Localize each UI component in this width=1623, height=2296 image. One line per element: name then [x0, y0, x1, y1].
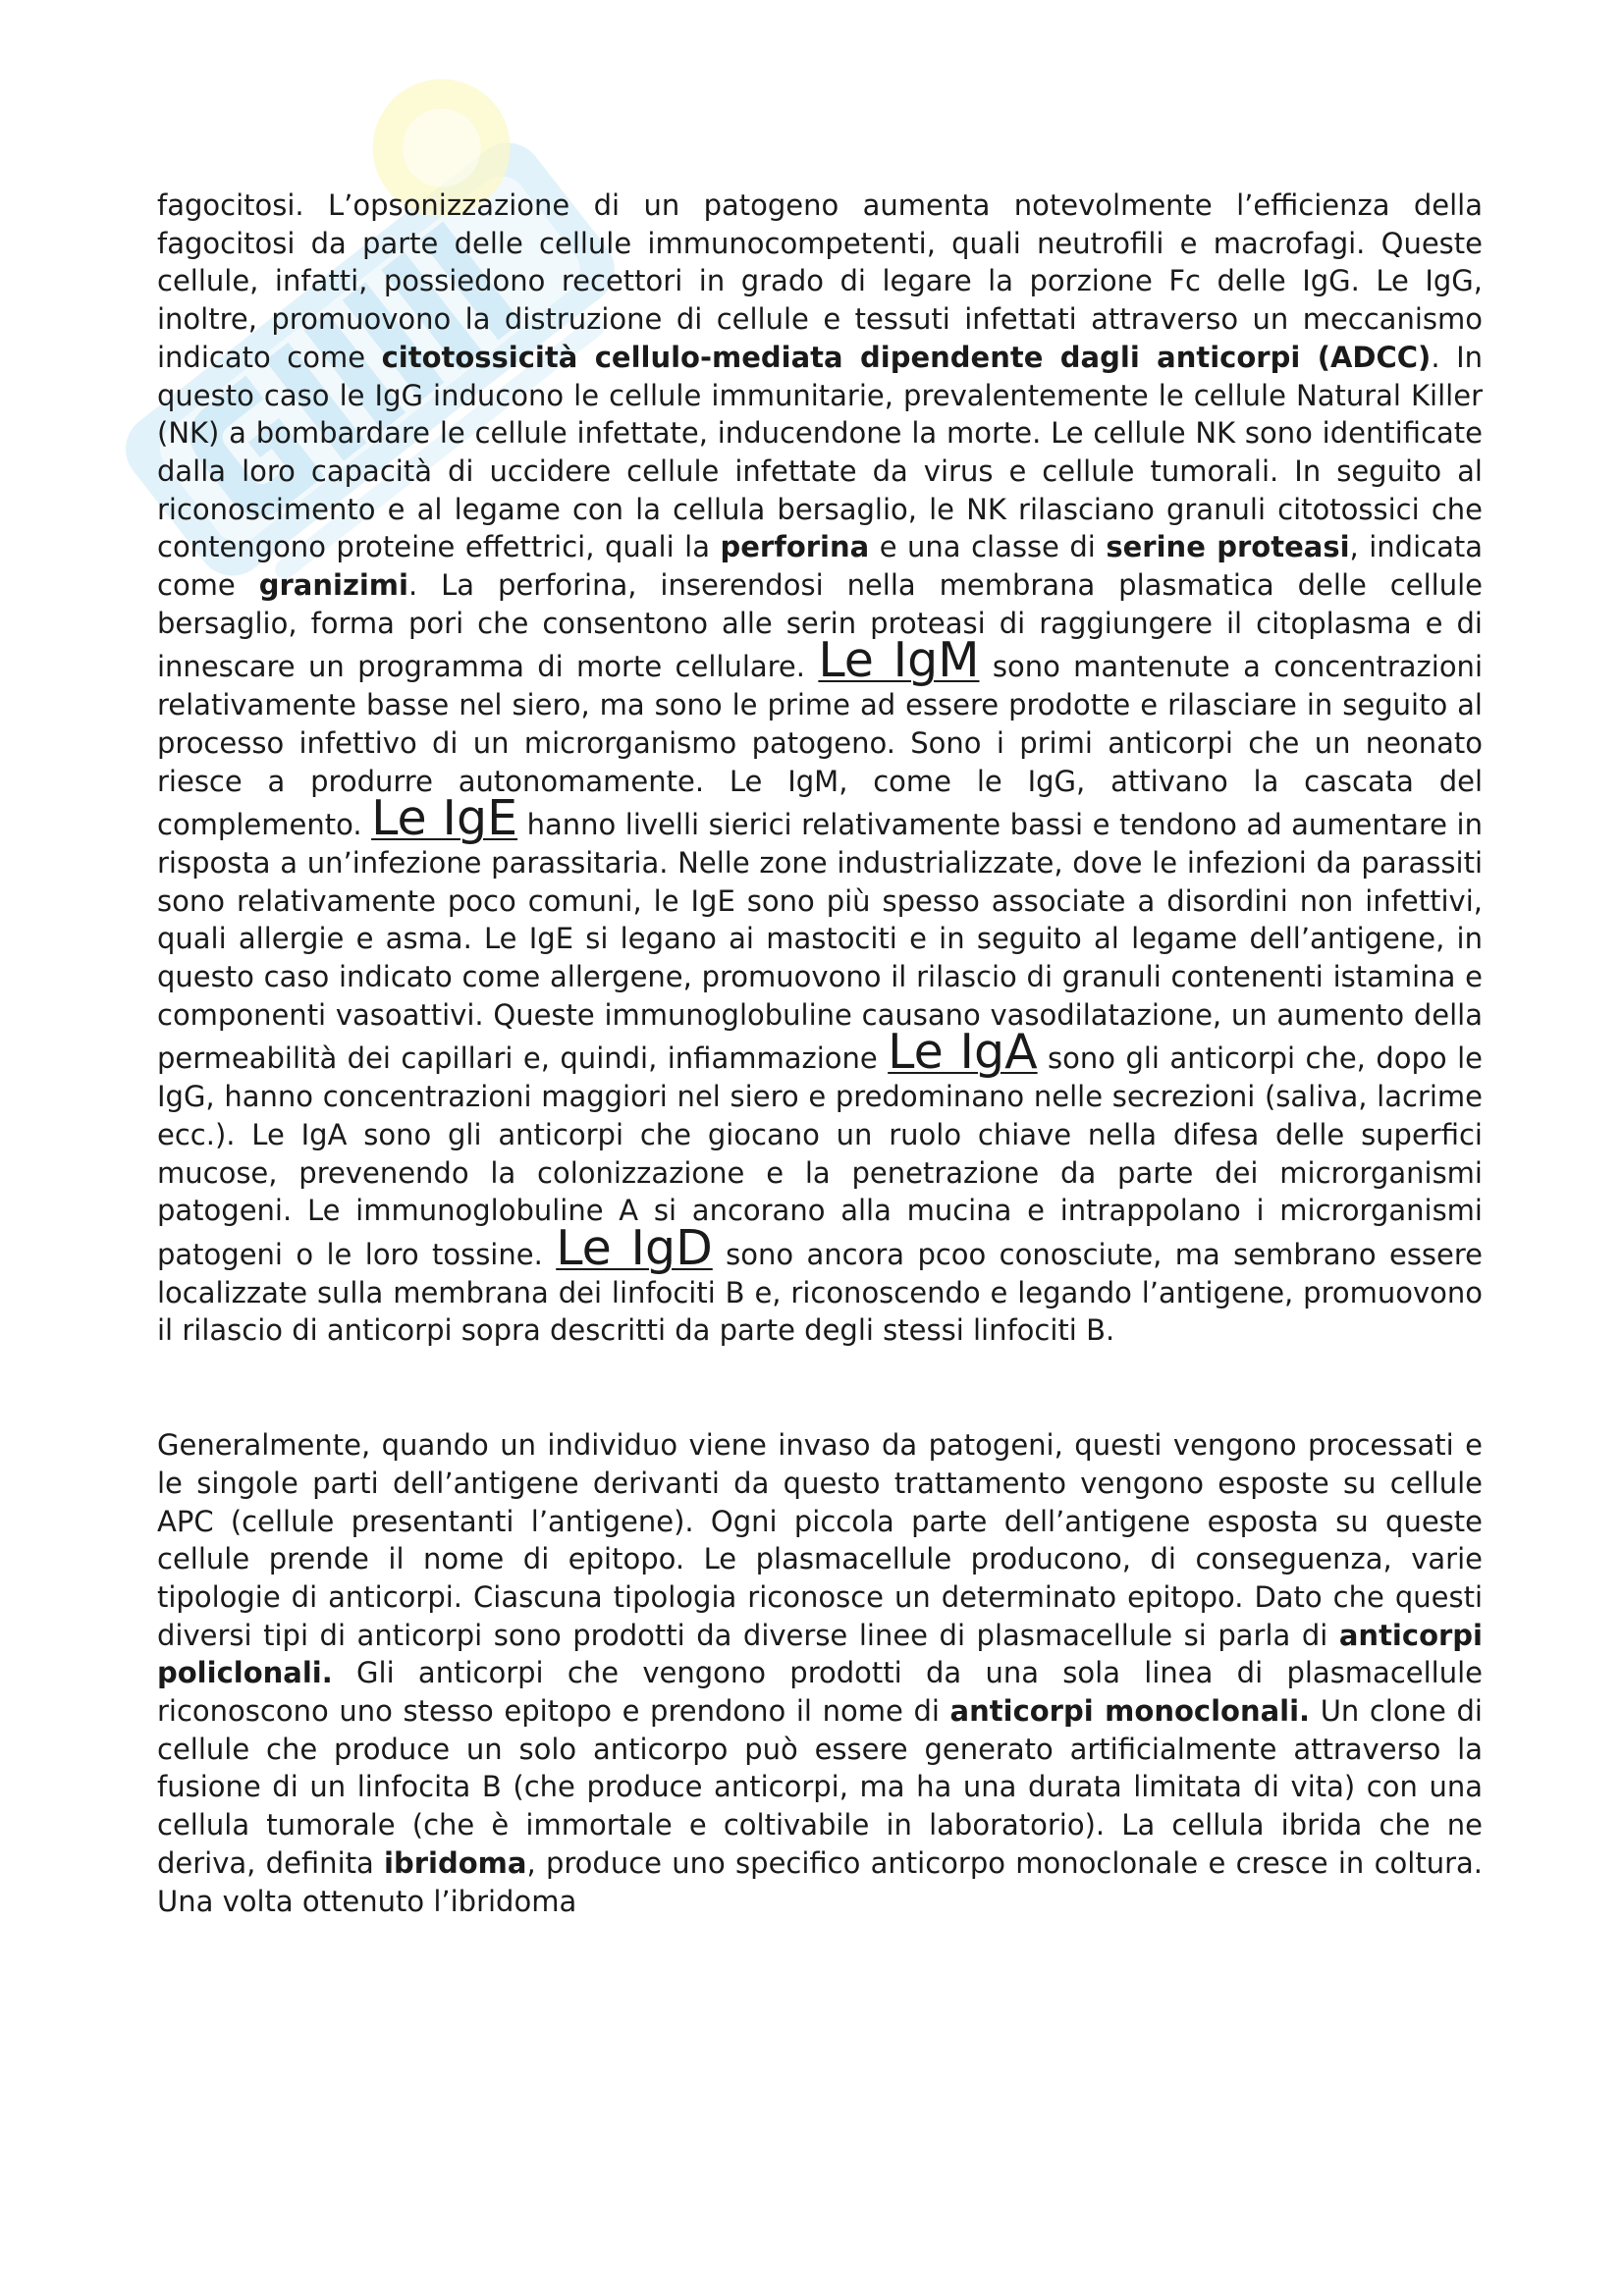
paragraph-immunoglobulins: [157, 187, 1483, 1350]
text-run: fagocitosi. L’opsonizzazione di un patogeno aumenta notevolmente l’efficienza della fagocitosi da parte delle cellule immunocompetenti, quali neutrofili e macrofagi. Queste cellule, infatti, possiedono recettori in grado di legare la porzione Fc delle IgG. Le IgG, inoltre, promuovono la distruzione di cellule e tessuti infettati attraverso un meccanismo indicato come: [157, 188, 1483, 374]
text-run: sono ancora pcoo conosciute, ma sembrano essere localizzate sulla membrana dei linfociti B e, riconoscendo e legando l’antigene, promuovono il rilascio di anticorpi sopra descritti da parte degli stessi linfociti B.: [157, 1237, 1484, 1348]
bold-term-adcc: citotossicità cellulo-mediata dipendente dagli anticorpi (ADCC): [381, 340, 1432, 374]
heading-igd: Le IgD: [556, 1219, 713, 1276]
bold-term-ibridoma: ibridoma: [384, 1845, 527, 1880]
paragraph-antibodies-types: [157, 1426, 1483, 1920]
text-run: hanno livelli sierici relativamente bassi e tendono ad aumentare in risposta a un’infezione parassitaria. Nelle zone industrializzate, dove le infezioni da parassiti sono relativamente poco comuni, le IgE sono più spesso associate a disordini non infettivi, quali allergie e asma. Le IgE si legano ai mastociti e in seguito al legame dell’antigene, in questo caso indicato come allergene, promuovono il rilascio di granuli contenenti istamina e componenti vasoattivi. Queste immunoglobuline causano vasodilatazione, un aumento della permeabilità dei capillari e, quindi, infiammazione: [157, 808, 1483, 1076]
bold-term-perforina: perforina: [720, 530, 870, 564]
text-run: Un clone di cellule che produce un solo anticorpo può essere generato artificialmente attraverso la fusione di un linfocita B (che produce anticorpi, ma ha una durata limitata di vita) con una cellula tumorale (che è immortale e coltivabile in laboratorio). La cellula ibrida che ne deriva, definita: [157, 1694, 1483, 1880]
bold-term-monoclonali: anticorpi monoclonali.: [949, 1694, 1311, 1729]
text-run: Gli anticorpi che vengono prodotti da una sola linea di plasmacellule riconoscono uno stesso epitopo e prendono il nome di: [157, 1656, 1483, 1729]
text-run: Generalmente, quando un individuo viene invaso da patogeni, questi vengono processati e le singole parti dell’antigene derivanti da questo trattamento vengono esposte su cellule APC (cellule presentanti l’antigene). Ogni piccola parte dell’antigene esposta su queste cellule prende il nome di epitopo. Le plasmacellule producono, di conseguenza, varie tipologie di anticorpi. Ciascuna tipologia riconosce un determinato epitopo. Dato che questi diversi tipi di anticorpi sono prodotti da diverse linee di plasmacellule si parla di: [157, 1428, 1483, 1652]
bold-term-policlonali: anticorpi policlonali.: [157, 1618, 1483, 1690]
text-run: . La perforina, inserendosi nella membrana plasmatica delle cellule bersaglio, forma pori che consentono alle serin proteasi di raggiungere il citoplasma e di innescare un programma di morte cellulare.: [157, 568, 1483, 684]
heading-ige: Le IgE: [371, 790, 518, 847]
text-run: , produce uno specifico anticorpo monoclonale e cresce in coltura. Una volta ottenuto l’ibridoma: [157, 1845, 1483, 1918]
text-run: , indicata come: [157, 530, 1484, 603]
bold-term-granizimi: granizimi: [258, 568, 408, 603]
heading-iga: Le IgA: [888, 1024, 1038, 1081]
document-body: [157, 187, 1483, 1920]
text-run: e una classe di: [869, 530, 1107, 564]
text-run: sono gli anticorpi che, dopo le IgG, hanno concentrazioni maggiori nel siero e predominano nelle secrezioni (saliva, lacrime ecc.). Le IgA sono gli anticorpi che giocano un ruolo chiave nella difesa delle superfici mucose, prevenendo la colonizzazione e la penetrazione da parte dei microrganismi patogeni. Le immunoglobuline A si ancorano alla mucina e intrappolano i microrganismi patogeni o le loro tossine.: [157, 1041, 1483, 1271]
bold-term-serine-proteasi: serine proteasi: [1106, 530, 1350, 564]
heading-igm: Le IgM: [818, 632, 980, 689]
text-run: sono mantenute a concentrazioni relativamente basse nel siero, ma sono le prime ad essere prodotte e rilasciare in seguito al processo infettivo di un microrganismo patogeno. Sono i primi anticorpi che un neonato riesce a produrre autonomamente. Le IgM, come le IgG, attivano la cascata del complemento.: [157, 650, 1483, 842]
text-run: . In questo caso le IgG inducono le cellule immunitarie, prevalentemente le cellule Natural Killer (NK) a bombardare le cellule infettate, inducendone la morte. Le cellule NK sono identificate dalla loro capacità di uccidere cellule infettate da virus e cellule tumorali. In seguito al riconoscimento e al legame con la cellula bersaglio, le NK rilasciano granuli citotossici che contengono proteine effettrici, quali la: [157, 340, 1483, 564]
